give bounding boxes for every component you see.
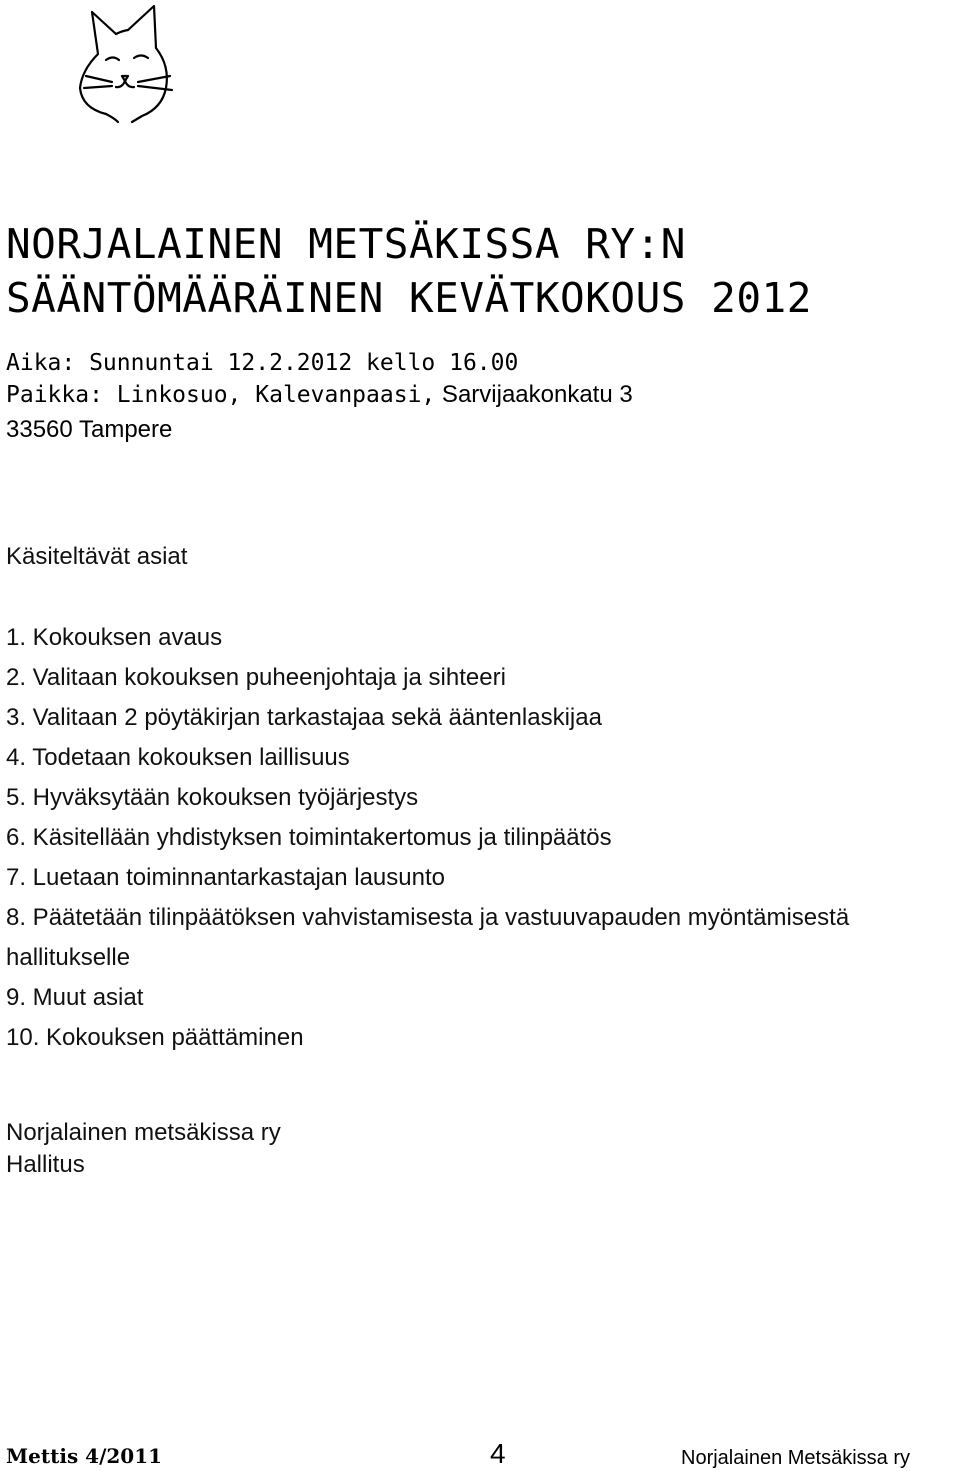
signature-org: Norjalainen metsäkissa ry [6, 1119, 281, 1146]
meeting-place-city: 33560 Tampere [6, 416, 173, 443]
meeting-place [6, 383, 633, 407]
agenda-item: 8. Päätetään tilinpäätöksen vahvistamisesta ja vastuuvapauden myöntämisestä hallitukselle [6, 904, 850, 971]
agenda-heading: Käsiteltävät asiat [6, 543, 188, 570]
meeting-time: Aika: Sunnuntai 12.2.2012 kello 16.00 [6, 350, 519, 376]
agenda-item: 3. Valitaan 2 pöytäkirjan tarkastajaa sekä ääntenlaskijaa [6, 704, 602, 731]
agenda-item: 10. Kokouksen päättäminen [6, 1024, 304, 1051]
footer-page-number: 4 [490, 1438, 506, 1469]
agenda-list [6, 618, 951, 1058]
agenda-item: 5. Hyväksytään kokouksen työjärjestys [6, 784, 419, 811]
document-title-line2: SÄÄNTÖMÄÄRÄINEN KEVÄTKOKOUS 2012 [6, 274, 812, 322]
document-title-line1: NORJALAINEN METSÄKISSA RY:N [6, 220, 686, 268]
agenda-item: 1. Kokouksen avaus [6, 624, 223, 651]
cat-logo-icon [58, 4, 188, 126]
meeting-place-label: Paikka: Linkosuo, Kalevanpaasi, [6, 382, 436, 408]
footer-publisher: Norjalainen Metsäkissa ry [681, 1447, 910, 1469]
agenda-item: 7. Luetaan toiminnantarkastajan lausunto [6, 864, 445, 891]
agenda-item: 6. Käsitellään yhdistyksen toimintakertomus ja tilinpäätös [6, 824, 612, 851]
agenda-item: 4. Todetaan kokouksen laillisuus [6, 744, 350, 771]
agenda-item: 2. Valitaan kokouksen puheenjohtaja ja sihteeri [6, 664, 506, 691]
meeting-place-street: Sarvijaakonkatu 3 [435, 381, 633, 408]
signature-body: Hallitus [6, 1151, 85, 1178]
agenda-item: 9. Muut asiat [6, 984, 144, 1011]
footer-issue: Mettis 4/2011 [6, 1444, 163, 1468]
